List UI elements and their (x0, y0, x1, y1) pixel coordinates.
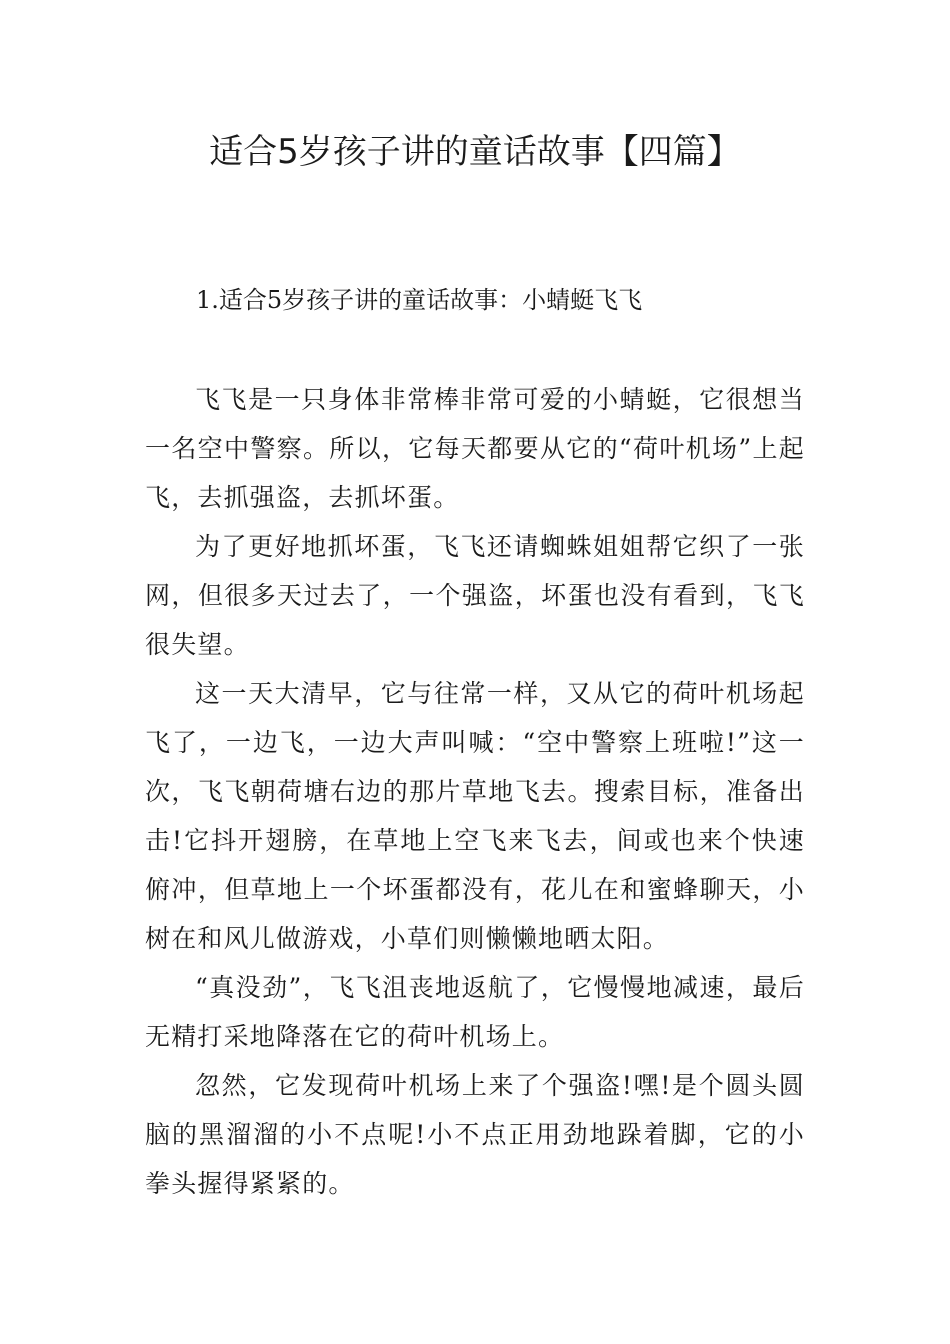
paragraph: “真没劲”，飞飞沮丧地返航了，它慢慢地减速，最后无精打采地降落在它的荷叶机场上。 (145, 973, 805, 1051)
paragraph: 这一天大清早，它与往常一样，又从它的荷叶机场起飞了，一边飞，一边大声叫喊：“空中警察上班啦!”这一次，飞飞朝荷塘右边的那片草地飞去。搜索目标，准备出击!它抖开翅膀，在草地上空飞来飞去，间或也来个快速俯冲，但草地上一个坏蛋都没有，花儿在和蜜蜂聊天，小树在和风儿做游戏，小草们则懒懒地晒太阳。 (145, 679, 805, 953)
paragraph: 忽然，它发现荷叶机场上来了个强盗!嘿!是个圆头圆脑的黑溜溜的小不点呢!小不点正用劲地跺着脚，它的小拳头握得紧紧的。 (145, 1071, 805, 1198)
section-heading: 1.适合5岁孩子讲的童话故事：小蜻蜓飞飞 (196, 286, 643, 314)
document-title: 适合5岁孩子讲的童话故事【四篇】 (209, 132, 741, 172)
paragraph: 飞飞是一只身体非常棒非常可爱的小蜻蜓，它很想当一名空中警察。所以，它每天都要从它的“荷叶机场”上起飞，去抓强盗，去抓坏蛋。 (145, 385, 805, 512)
story-body (145, 375, 805, 1208)
paragraph: 为了更好地抓坏蛋，飞飞还请蜘蛛姐姐帮它织了一张网，但很多天过去了，一个强盗，坏蛋也没有看到，飞飞很失望。 (145, 532, 805, 659)
